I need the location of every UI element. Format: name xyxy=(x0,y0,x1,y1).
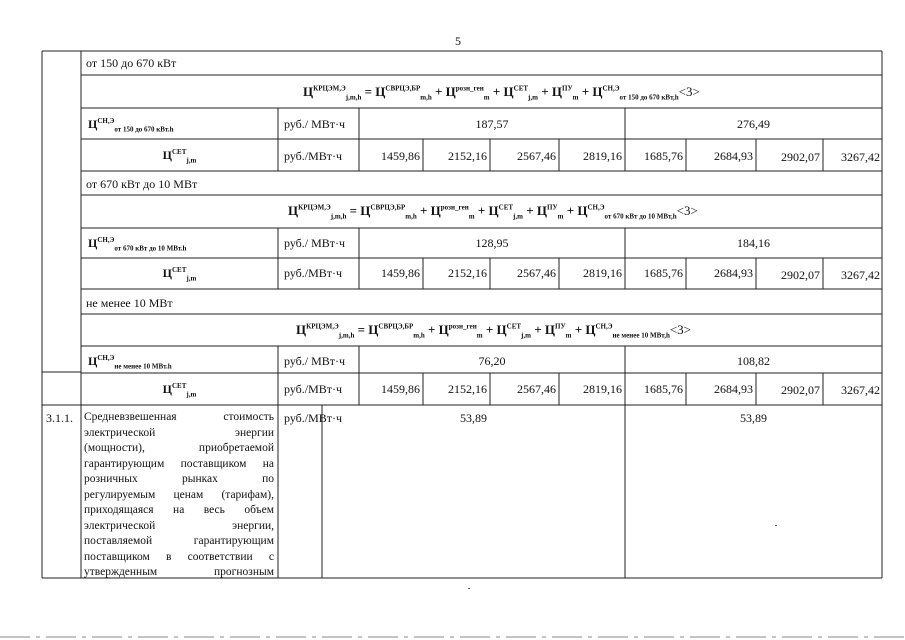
value-cell: 184,16 xyxy=(737,236,770,250)
unit-cell: руб./МВт·ч xyxy=(284,382,343,396)
unit-cell: руб./ МВт·ч xyxy=(284,236,346,250)
value-cell: 1459,86 xyxy=(381,149,420,163)
unit-cell: руб./ МВт·ч xyxy=(284,117,346,131)
item-description xyxy=(84,410,274,581)
description-line: электрической энергии xyxy=(84,426,274,439)
description-line: Средневзвешенная стоимость xyxy=(84,411,274,423)
description-line: утвержденным прогнозным xyxy=(84,566,274,578)
value-cell: 2684,93 xyxy=(714,266,753,280)
description-line: розничных рынках по xyxy=(84,473,274,485)
value-cell: 3267,42 xyxy=(841,150,880,164)
formula-2: $Ц^{КРЦЭМ,Э}_{j,m,h} = Ц^{СВРЦЭ,БР}_{m,h} + Ц^{розн\_ген}_m + Ц^{СЕТ}_{j,m} + Ц^{ПУ}_m + Ц^{СН,Э}_{от 670 кВт до 10 МВт,h}<3>$ xyxy=(288,203,698,221)
formula-1: $Ц^{КРЦЭМ,Э}_{j,m,h} = Ц^{СВРЦЭ,БР}_{m,h} + Ц^{розн\_ген}_m + Ц^{СЕТ}_{j,m} + Ц^{ПУ}_m + Ц^{СН,Э}_{от 150 до 670 кВт,h}<3>$ xyxy=(303,84,700,102)
value-cell: 3267,42 xyxy=(841,268,880,282)
value-cell: 2819,16 xyxy=(583,382,622,396)
description-line: электрической энергии, xyxy=(84,519,274,532)
value-cell: 1685,76 xyxy=(644,266,683,280)
description-line: (мощности), приобретаемой xyxy=(84,442,274,454)
description-line: регулируемым ценам (тарифам), xyxy=(84,488,274,501)
sn-label-1: $Ц^{СН,Э}_{от 150 до 670 кВт.h}$ xyxy=(88,117,174,134)
value-cell: 1459,86 xyxy=(381,382,420,396)
value-cell: 2567,46 xyxy=(517,382,556,396)
description-line: приходящаяся на весь объем xyxy=(84,504,274,516)
value-cell: 1685,76 xyxy=(644,382,683,396)
set-label: $Ц^{СЕТ}_{j,m}$ xyxy=(162,266,197,283)
scan-speck xyxy=(775,525,777,526)
value-cell: 2684,93 xyxy=(714,149,753,163)
page-number: 5 xyxy=(455,34,461,48)
value-cell: 2684,93 xyxy=(714,382,753,396)
formula-3: $Ц^{КРЦЭМ,Э}_{j,m,h} = Ц^{СВРЦЭ,БР}_{m,h} + Ц^{розн\_ген}_m + Ц^{СЕТ}_{j,m} + Ц^{ПУ}_m + Ц^{СН,Э}_{не менее 10 МВт,h}<3>$ xyxy=(296,322,692,340)
unit-cell: руб./МВт·ч xyxy=(284,149,343,163)
value-cell: 276,49 xyxy=(737,117,770,131)
section-heading-2: от 670 кВт до 10 МВт xyxy=(86,177,198,191)
value-cell: 2567,46 xyxy=(517,149,556,163)
value-cell: 3267,42 xyxy=(841,383,880,397)
value-cell: 1685,76 xyxy=(644,149,683,163)
description-line: гарантирующим поставщиком на xyxy=(84,457,274,470)
value-cell: 2902,07 xyxy=(781,150,820,164)
value-cell: 53,89 xyxy=(740,411,767,425)
value-cell: 187,57 xyxy=(475,117,509,131)
unit-cell: руб./МВт·ч xyxy=(284,411,343,425)
item-number: 3.1.1. xyxy=(46,411,73,425)
value-cell: 76,20 xyxy=(478,354,506,368)
sn-label-3: $Ц^{СН,Э}_{не менее 10 МВт.h}$ xyxy=(88,354,172,371)
set-label: $Ц^{СЕТ}_{j,m}$ xyxy=(162,382,197,399)
value-cell: 1459,86 xyxy=(381,266,420,280)
value-cell: 2152,16 xyxy=(448,149,487,163)
value-cell: 2819,16 xyxy=(583,266,622,280)
value-cell: 53,89 xyxy=(460,411,487,425)
description-line: поставляемой гарантирующим xyxy=(84,535,274,547)
value-cell: 2152,16 xyxy=(448,382,487,396)
value-cell: 128,95 xyxy=(475,236,509,250)
value-cell: 108,82 xyxy=(737,354,770,368)
unit-cell: руб./МВт·ч xyxy=(284,266,343,280)
set-label: $Ц^{СЕТ}_{j,m}$ xyxy=(162,148,197,165)
value-cell: 2902,07 xyxy=(781,383,820,397)
unit-cell: руб./ МВт·ч xyxy=(284,354,346,368)
section-heading-1: от 150 до 670 кВт xyxy=(86,56,177,70)
value-cell: 2819,16 xyxy=(583,149,622,163)
value-cell: 2152,16 xyxy=(448,266,487,280)
value-cell: 2902,07 xyxy=(781,268,820,282)
value-cell: 2567,46 xyxy=(517,266,556,280)
description-line: поставщиком в соответствии с xyxy=(84,550,274,563)
scan-speck xyxy=(468,588,470,589)
section-heading-3: не менее 10 МВт xyxy=(86,296,173,310)
sn-label-2: $Ц^{СН,Э}_{от 670 кВт до 10 МВт.h}$ xyxy=(88,236,187,253)
